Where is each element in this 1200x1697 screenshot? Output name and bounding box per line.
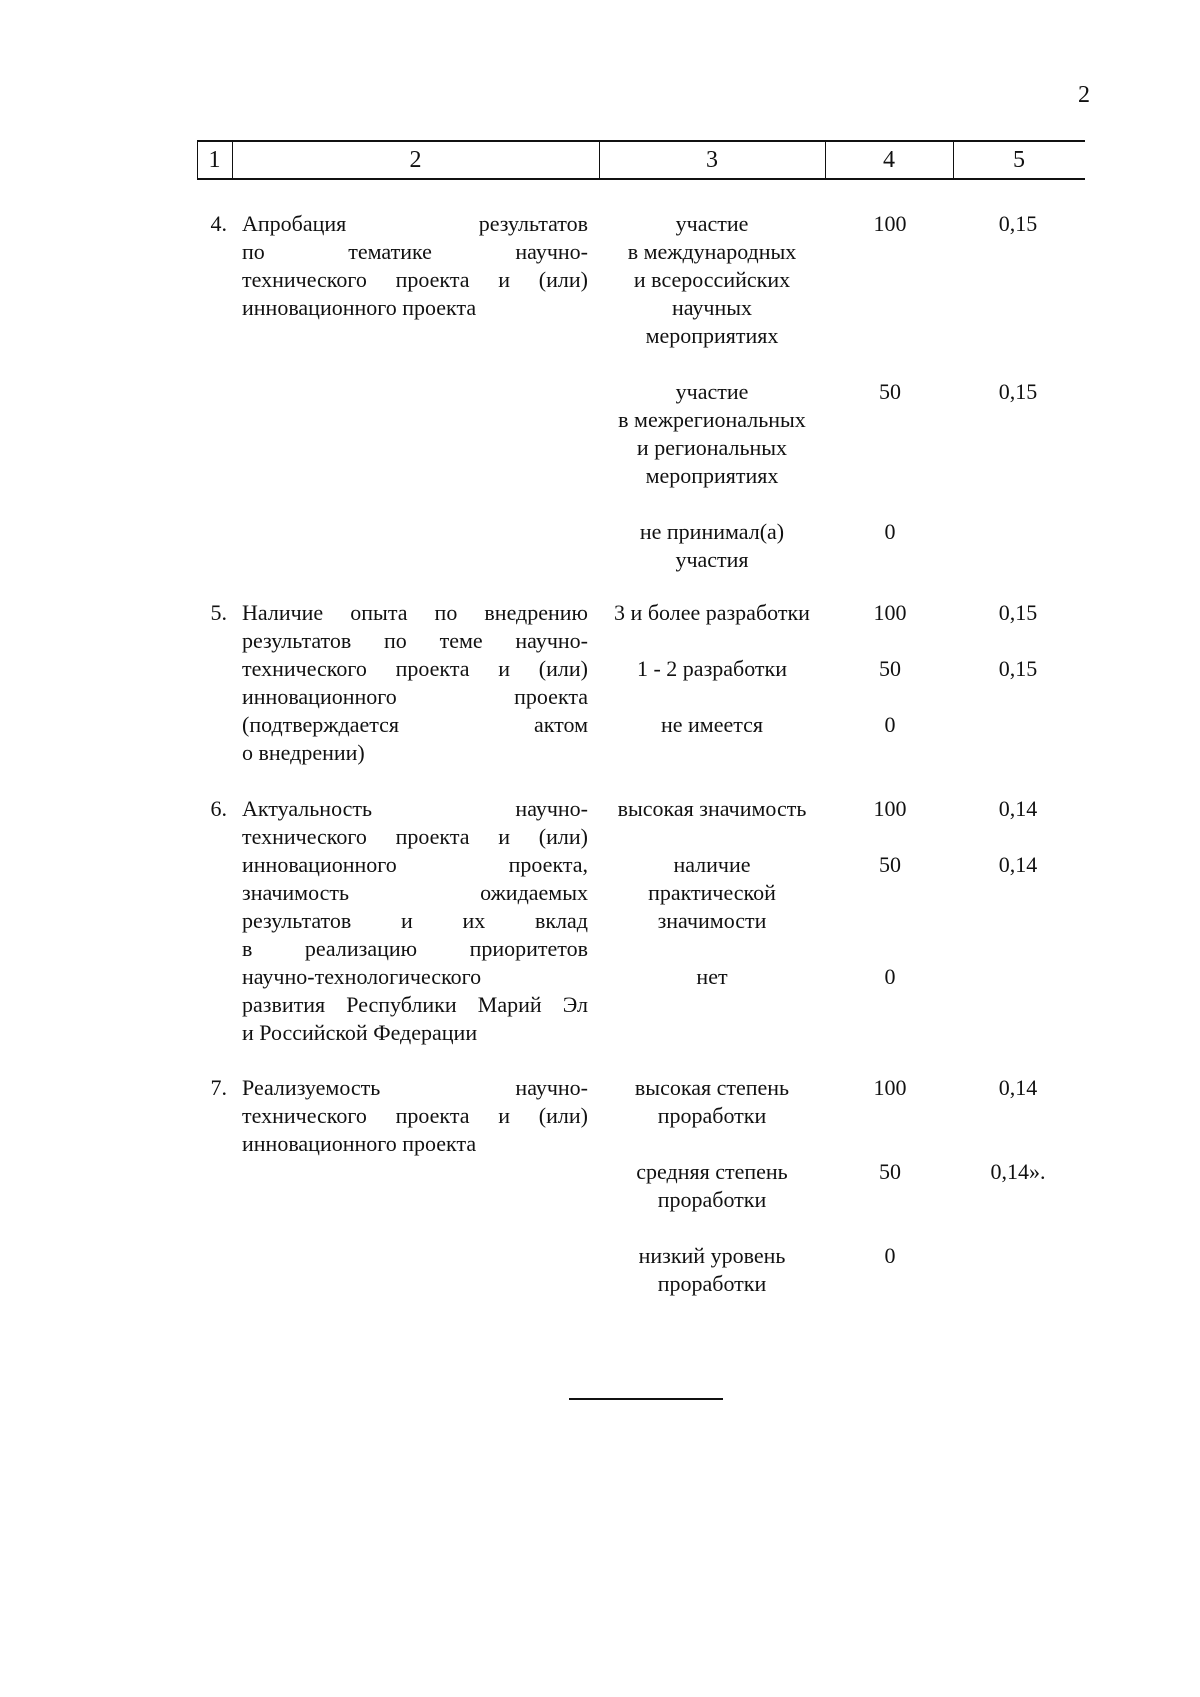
option-line: проработки xyxy=(657,1271,767,1296)
criterion-line: Апробация результатов xyxy=(242,211,588,236)
option-line: участие xyxy=(675,211,749,236)
option-score: 100 xyxy=(873,1075,907,1100)
option-text xyxy=(599,599,825,627)
option-text xyxy=(599,795,825,823)
option-line: в международных xyxy=(627,239,797,264)
option-score: 50 xyxy=(879,656,901,681)
criterion-line: научно-технологического xyxy=(242,964,482,989)
end-of-document-rule xyxy=(569,1398,723,1400)
option-score: 0 xyxy=(884,964,896,989)
option-score: 100 xyxy=(873,211,907,236)
criterion-line: результатов по теме научно- xyxy=(242,628,588,653)
criterion-line: в реализацию приоритетов xyxy=(242,936,588,961)
option-weight: 0,14 xyxy=(998,796,1038,821)
option-weight: 0,15 xyxy=(998,211,1038,236)
row-number: 7. xyxy=(210,1075,227,1100)
header-cell-1: 1 xyxy=(208,147,221,173)
criterion-line: по тематике научно- xyxy=(242,239,588,264)
header-cell-4: 4 xyxy=(883,147,895,173)
option-weight: 0,14». xyxy=(990,1159,1046,1184)
option-line: 3 и более разработки xyxy=(614,600,810,625)
option-line: средняя степень xyxy=(636,1159,788,1184)
option-line: значимости xyxy=(657,908,767,933)
criterion-text xyxy=(242,599,588,767)
criterion-text xyxy=(242,210,588,322)
option-line: мероприятиях xyxy=(645,323,779,348)
table-header-row xyxy=(197,140,1085,180)
option-line: не имеется xyxy=(660,712,764,737)
option-text xyxy=(599,1074,825,1130)
criterion-line: инновационного проекта xyxy=(242,684,588,709)
row-number: 5. xyxy=(210,600,227,625)
row-number: 4. xyxy=(210,211,227,236)
criterion-line: (подтверждается актом xyxy=(242,712,588,737)
criterion-line: технического проекта и (или) xyxy=(242,267,588,292)
option-line: участия xyxy=(675,547,749,572)
option-text xyxy=(599,518,825,574)
criterion-line: технического проекта и (или) xyxy=(242,656,588,681)
option-line: в межрегиональных xyxy=(618,407,806,432)
option-line: участие xyxy=(675,379,749,404)
criterion-line: инновационного проекта xyxy=(242,295,477,320)
criterion-line: инновационного проекта xyxy=(242,1131,477,1156)
option-score: 100 xyxy=(873,600,907,625)
option-line: проработки xyxy=(657,1103,767,1128)
option-text xyxy=(599,655,825,683)
criterion-line: развития Республики Марий Эл xyxy=(242,992,588,1017)
option-line: проработки xyxy=(657,1187,767,1212)
option-weight: 0,14 xyxy=(998,1075,1038,1100)
option-text xyxy=(599,851,825,935)
criterion-line: технического проекта и (или) xyxy=(242,1103,588,1128)
option-text xyxy=(599,210,825,350)
option-text xyxy=(599,378,825,490)
option-line: 1 - 2 разработки xyxy=(636,656,788,681)
header-cell-5: 5 xyxy=(1013,147,1025,173)
header-cell-2: 2 xyxy=(409,147,422,173)
option-line: мероприятиях xyxy=(645,463,779,488)
option-weight: 0,14 xyxy=(998,852,1038,877)
criterion-line: и Российской Федерации xyxy=(242,1020,478,1045)
option-score: 50 xyxy=(879,852,901,877)
option-line: высокая значимость xyxy=(617,796,807,821)
option-line: и региональных xyxy=(636,435,788,460)
option-line: практической xyxy=(648,880,776,905)
criterion-line: значимость ожидаемых xyxy=(242,880,588,905)
option-line: нет xyxy=(696,964,728,989)
option-text xyxy=(599,1158,825,1214)
option-score: 50 xyxy=(879,379,901,404)
option-line: научных xyxy=(671,295,753,320)
criterion-line: инновационного проекта, xyxy=(242,852,588,877)
criterion-line: результатов и их вклад xyxy=(242,908,588,933)
criterion-line: о внедрении) xyxy=(242,740,365,765)
option-line: и всероссийских xyxy=(633,267,791,292)
option-line: низкий уровень xyxy=(638,1243,786,1268)
option-text xyxy=(599,963,825,991)
criterion-text xyxy=(242,1074,588,1158)
option-text xyxy=(599,711,825,739)
option-weight: 0,15 xyxy=(998,600,1038,625)
option-score: 50 xyxy=(879,1159,901,1184)
option-line: не принимал(а) xyxy=(639,519,785,544)
criterion-line: Актуальность научно- xyxy=(242,796,588,821)
criterion-text xyxy=(242,795,588,1047)
row-number: 6. xyxy=(210,796,227,821)
option-text xyxy=(599,1242,825,1298)
option-score: 100 xyxy=(873,796,907,821)
option-weight: 0,15 xyxy=(998,379,1038,404)
option-score: 0 xyxy=(884,712,896,737)
option-score: 0 xyxy=(884,1243,896,1268)
criterion-line: Наличие опыта по внедрению xyxy=(242,600,588,625)
option-line: наличие xyxy=(673,852,751,877)
page-number: 2 xyxy=(1078,82,1090,108)
option-score: 0 xyxy=(884,519,896,544)
criterion-line: Реализуемость научно- xyxy=(242,1075,588,1100)
criterion-line: технического проекта и (или) xyxy=(242,824,588,849)
option-weight: 0,15 xyxy=(998,656,1038,681)
option-line: высокая степень xyxy=(634,1075,790,1100)
header-cell-3: 3 xyxy=(706,147,718,173)
